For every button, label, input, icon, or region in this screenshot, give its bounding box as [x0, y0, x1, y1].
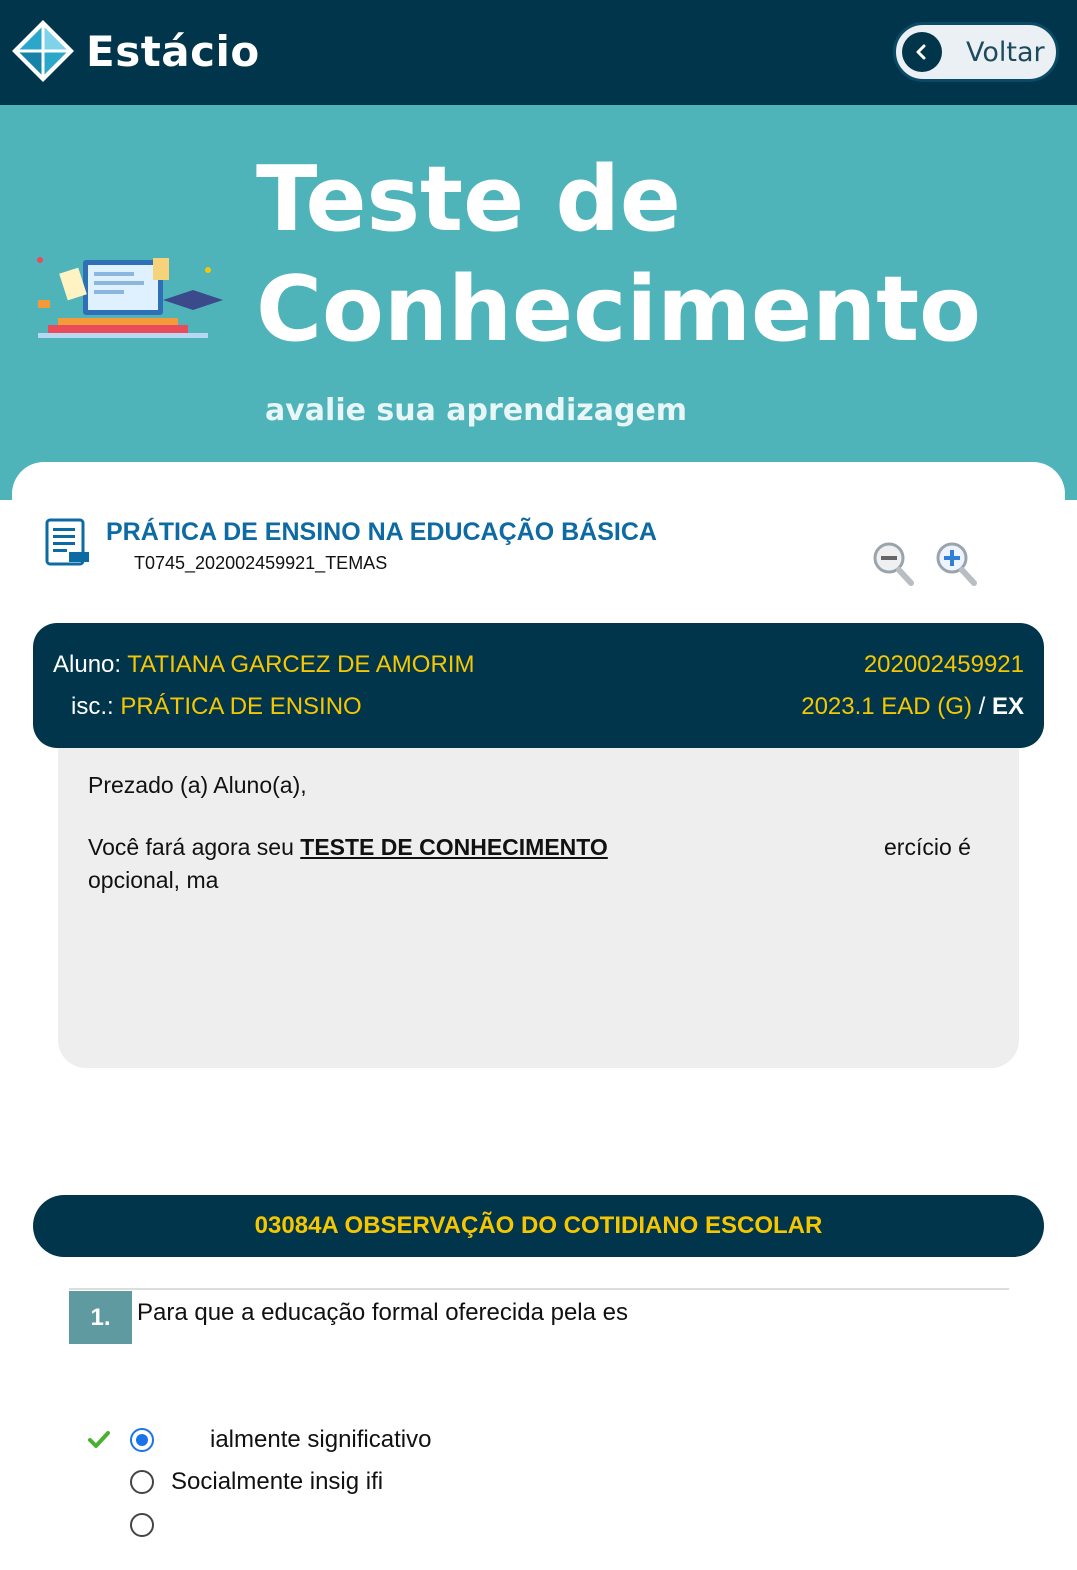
option-radio-2[interactable]	[130, 1470, 154, 1494]
section-title: 03084A OBSERVAÇÃO DO COTIDIANO ESCOLAR	[254, 1212, 823, 1239]
student-name: TATIANA GARCEZ DE AMORIM	[127, 651, 475, 678]
question-divider	[69, 1288, 1009, 1290]
instructions-end: ercício é	[884, 834, 971, 860]
question-text: Para que a educação formal oferecida pela es	[137, 1299, 628, 1326]
mode: EX	[991, 693, 1024, 720]
back-button-label: Voltar	[966, 36, 1045, 68]
brand-name: Estácio	[86, 26, 260, 76]
hero-subtitle: avalie sua aprendizagem	[265, 393, 688, 428]
hero-title-line2: Conhecimento	[256, 257, 982, 362]
instructions-box	[58, 748, 1019, 1068]
greeting: Prezado (a) Aluno(a),	[88, 772, 307, 798]
period-separator: /	[978, 693, 986, 720]
zoom-out-icon[interactable]	[871, 540, 915, 586]
option-radio-1[interactable]	[130, 1428, 154, 1452]
period: 2023.1 EAD (G)	[801, 693, 972, 720]
option-text-1: ialmente significativo	[210, 1426, 432, 1453]
instructions-highlight: TESTE DE CONHECIMENTO	[300, 834, 608, 860]
option-text-2: Socialmente insig ifi	[171, 1468, 384, 1495]
checkmark-icon	[88, 1430, 110, 1450]
zoom-in-icon[interactable]	[934, 540, 978, 586]
discipline-label: isc.:	[71, 693, 114, 720]
option-radio-3[interactable]	[130, 1513, 154, 1537]
period-field	[801, 693, 1024, 721]
discipline-field	[71, 693, 362, 721]
document-list-icon	[45, 518, 91, 568]
course-title: PRÁTICA DE ENSINO NA EDUCAÇÃO BÁSICA	[106, 518, 657, 546]
question-number: 1.	[69, 1291, 132, 1344]
section-title-bar	[33, 1195, 1044, 1257]
instructions-start: Você fará agora seu	[88, 834, 294, 860]
hero-title-line1: Teste de	[256, 147, 681, 252]
discipline-name: PRÁTICA DE ENSINO	[120, 693, 362, 720]
student-label: Aluno:	[53, 651, 122, 678]
instructions-line2: opcional, ma	[88, 867, 219, 893]
back-button[interactable]	[893, 22, 1059, 82]
instructions-line	[88, 834, 608, 861]
student-field	[53, 651, 474, 679]
course-code: T0745_202002459921_TEMAS	[134, 553, 388, 573]
student-id: 202002459921	[863, 651, 1024, 678]
estacio-logo-icon	[10, 18, 76, 84]
chevron-left-icon	[902, 32, 942, 72]
study-illustration-icon	[28, 250, 228, 350]
top-bar	[0, 0, 1077, 105]
estacio-logo[interactable]	[10, 18, 260, 84]
hero-title	[256, 145, 981, 365]
student-info-bar	[33, 623, 1044, 748]
hero-banner	[0, 105, 1077, 500]
